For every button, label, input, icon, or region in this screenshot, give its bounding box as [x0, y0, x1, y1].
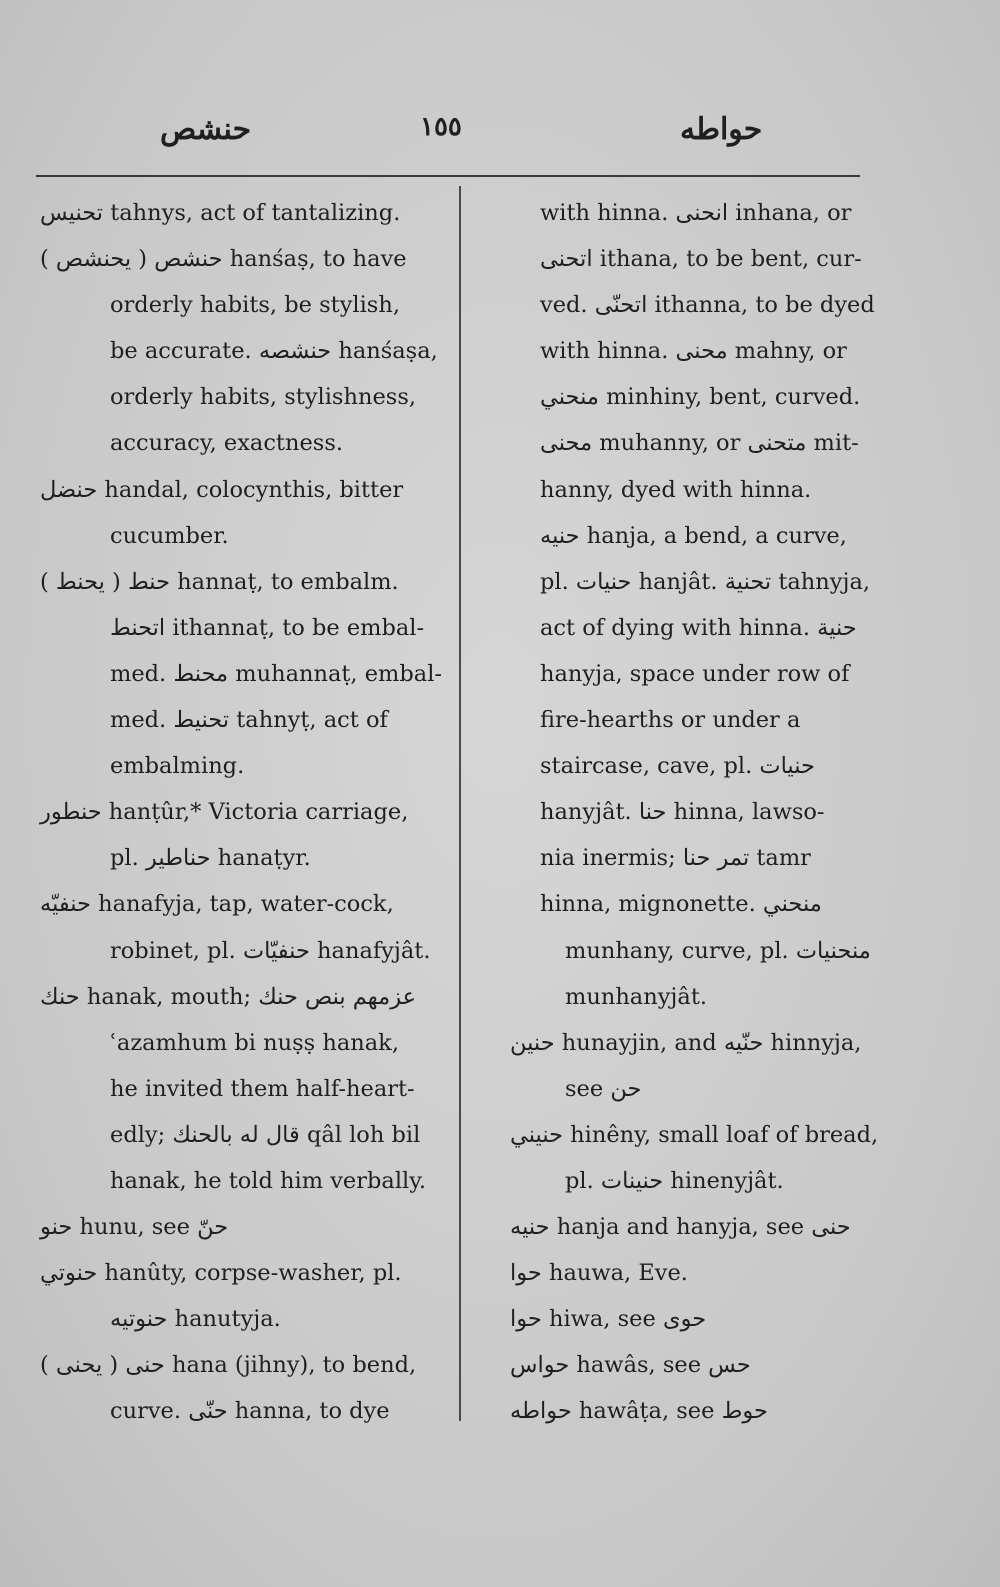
entry-line: تحنيس tahnys, act of tantalizing. — [40, 200, 401, 226]
entry-line: munhanyjât. — [565, 983, 708, 1010]
entry-line: act of dying with hinna. حنية — [540, 614, 857, 641]
entry-line: حنيه hanja and hanyja, see حنى — [510, 1214, 851, 1241]
entry-line: accuracy, exactness. — [110, 430, 344, 457]
entry-line: حنو hunu, see حنّ — [40, 1214, 229, 1241]
page-number: ١٥٥ — [420, 112, 462, 142]
entry-line: hanak, he told him verbally. — [110, 1167, 427, 1194]
entry-line: حنشص ( يحنشص ) hanśaṣ, to have — [40, 246, 407, 273]
entry-line: munhany, curve, pl. منحنيات — [565, 937, 871, 964]
entry-line: med. محنط muhannaṭ, embal- — [110, 660, 442, 687]
entry-line: edly; قال له بالحنك qâl loh bil — [110, 1121, 421, 1148]
entry-line: ʿazamhum bi nuṣṣ hanak, — [110, 1029, 399, 1056]
entry-line: حوا hauwa, Eve. — [510, 1260, 688, 1287]
entry-line: hanyjât. حنا hinna, lawso- — [540, 799, 825, 826]
entry-line: pl. حناطير hanaṭyr. — [110, 845, 311, 872]
entry-line: hanny, dyed with hinna. — [540, 476, 812, 503]
entry-line: embalming. — [110, 753, 245, 780]
entry-line: fire-hearths or under a — [540, 707, 801, 734]
entry-line: حنضل handal, colocynthis, bitter — [40, 476, 404, 503]
header-left-word: حنشص — [160, 112, 252, 147]
column-divider — [459, 186, 461, 1421]
entry-line: see حن — [565, 1075, 642, 1102]
entry-line: nia inermis; تمر حنا tamr — [540, 845, 811, 872]
entry-line: حنين hunayjin, and حنّيه hinnyja, — [510, 1029, 862, 1056]
entry-line: ved. اتحنّى ithanna, to be dyed — [540, 292, 875, 319]
entry-line: منحني minhiny, bent, curved. — [540, 384, 861, 411]
entry-line: حنيه hanja, a bend, a curve, — [540, 522, 847, 549]
entry-line: حوا hiwa, see حوى — [510, 1306, 707, 1333]
entry-line: حنى ( يحنى ) hana (jihny), to bend, — [40, 1352, 417, 1379]
entry-line: اتحنط ithannaṭ, to be embal- — [110, 614, 425, 641]
header-right-word: حواطه — [680, 112, 763, 147]
entry-line: curve. حنّى hanna, to dye — [110, 1398, 390, 1425]
entry-line: محنى muhanny, or متحنى mit- — [540, 430, 859, 457]
entry-line: cucumber. — [110, 522, 229, 549]
entry-line: with hinna. محنى mahny, or — [540, 338, 847, 365]
entry-line: med. تحنيط tahnyṭ, act of — [110, 707, 388, 734]
entry-line: حنط ( يحنط ) hannaṭ, to embalm. — [40, 568, 399, 595]
entry-line: robinet, pl. حنفيّات hanafyjât. — [110, 937, 431, 964]
entry-line: orderly habits, be stylish, — [110, 292, 400, 319]
entry-line: pl. حنينات hinenyjât. — [565, 1167, 784, 1194]
entry-line: with hinna. انحنى inhana, or — [540, 200, 852, 226]
entry-line: he invited them half-heart- — [110, 1075, 415, 1102]
entry-line: be accurate. حنشصه hanśaṣa, — [110, 338, 438, 365]
entry-line: orderly habits, stylishness, — [110, 384, 417, 411]
entry-line: حنيني hinêny, small loaf of bread, — [510, 1121, 879, 1148]
entry-line: pl. حنيات hanjât. تحنية tahnyja, — [540, 568, 871, 595]
entry-line: hanyja, space under row of — [540, 660, 850, 687]
entry-line: hinna, mignonette. منحني — [540, 891, 822, 918]
entry-line: حنك hanak, mouth; عزمهم بنص حنك — [40, 983, 417, 1010]
entry-line: حنفيّه hanafyja, tap, water-cock, — [40, 891, 394, 918]
entry-line: حنطور hanṭûr,* Victoria carriage, — [40, 799, 409, 826]
entry-line: حنوتي hanûty, corpse-washer, pl. — [40, 1260, 402, 1287]
header-rule — [36, 175, 860, 177]
entry-line: حنوتيه hanutyja. — [110, 1306, 281, 1333]
entry-line: حواطه hawâṭa, see حوط — [510, 1398, 768, 1425]
entry-line: اتحنى ithana, to be bent, cur- — [540, 246, 862, 273]
entry-line: staircase, cave, pl. حنيات — [540, 753, 815, 780]
page-header — [0, 112, 1000, 162]
entry-line: حواس hawâs, see حس — [510, 1352, 751, 1379]
right-column — [510, 190, 905, 1425]
left-column — [40, 190, 450, 1425]
